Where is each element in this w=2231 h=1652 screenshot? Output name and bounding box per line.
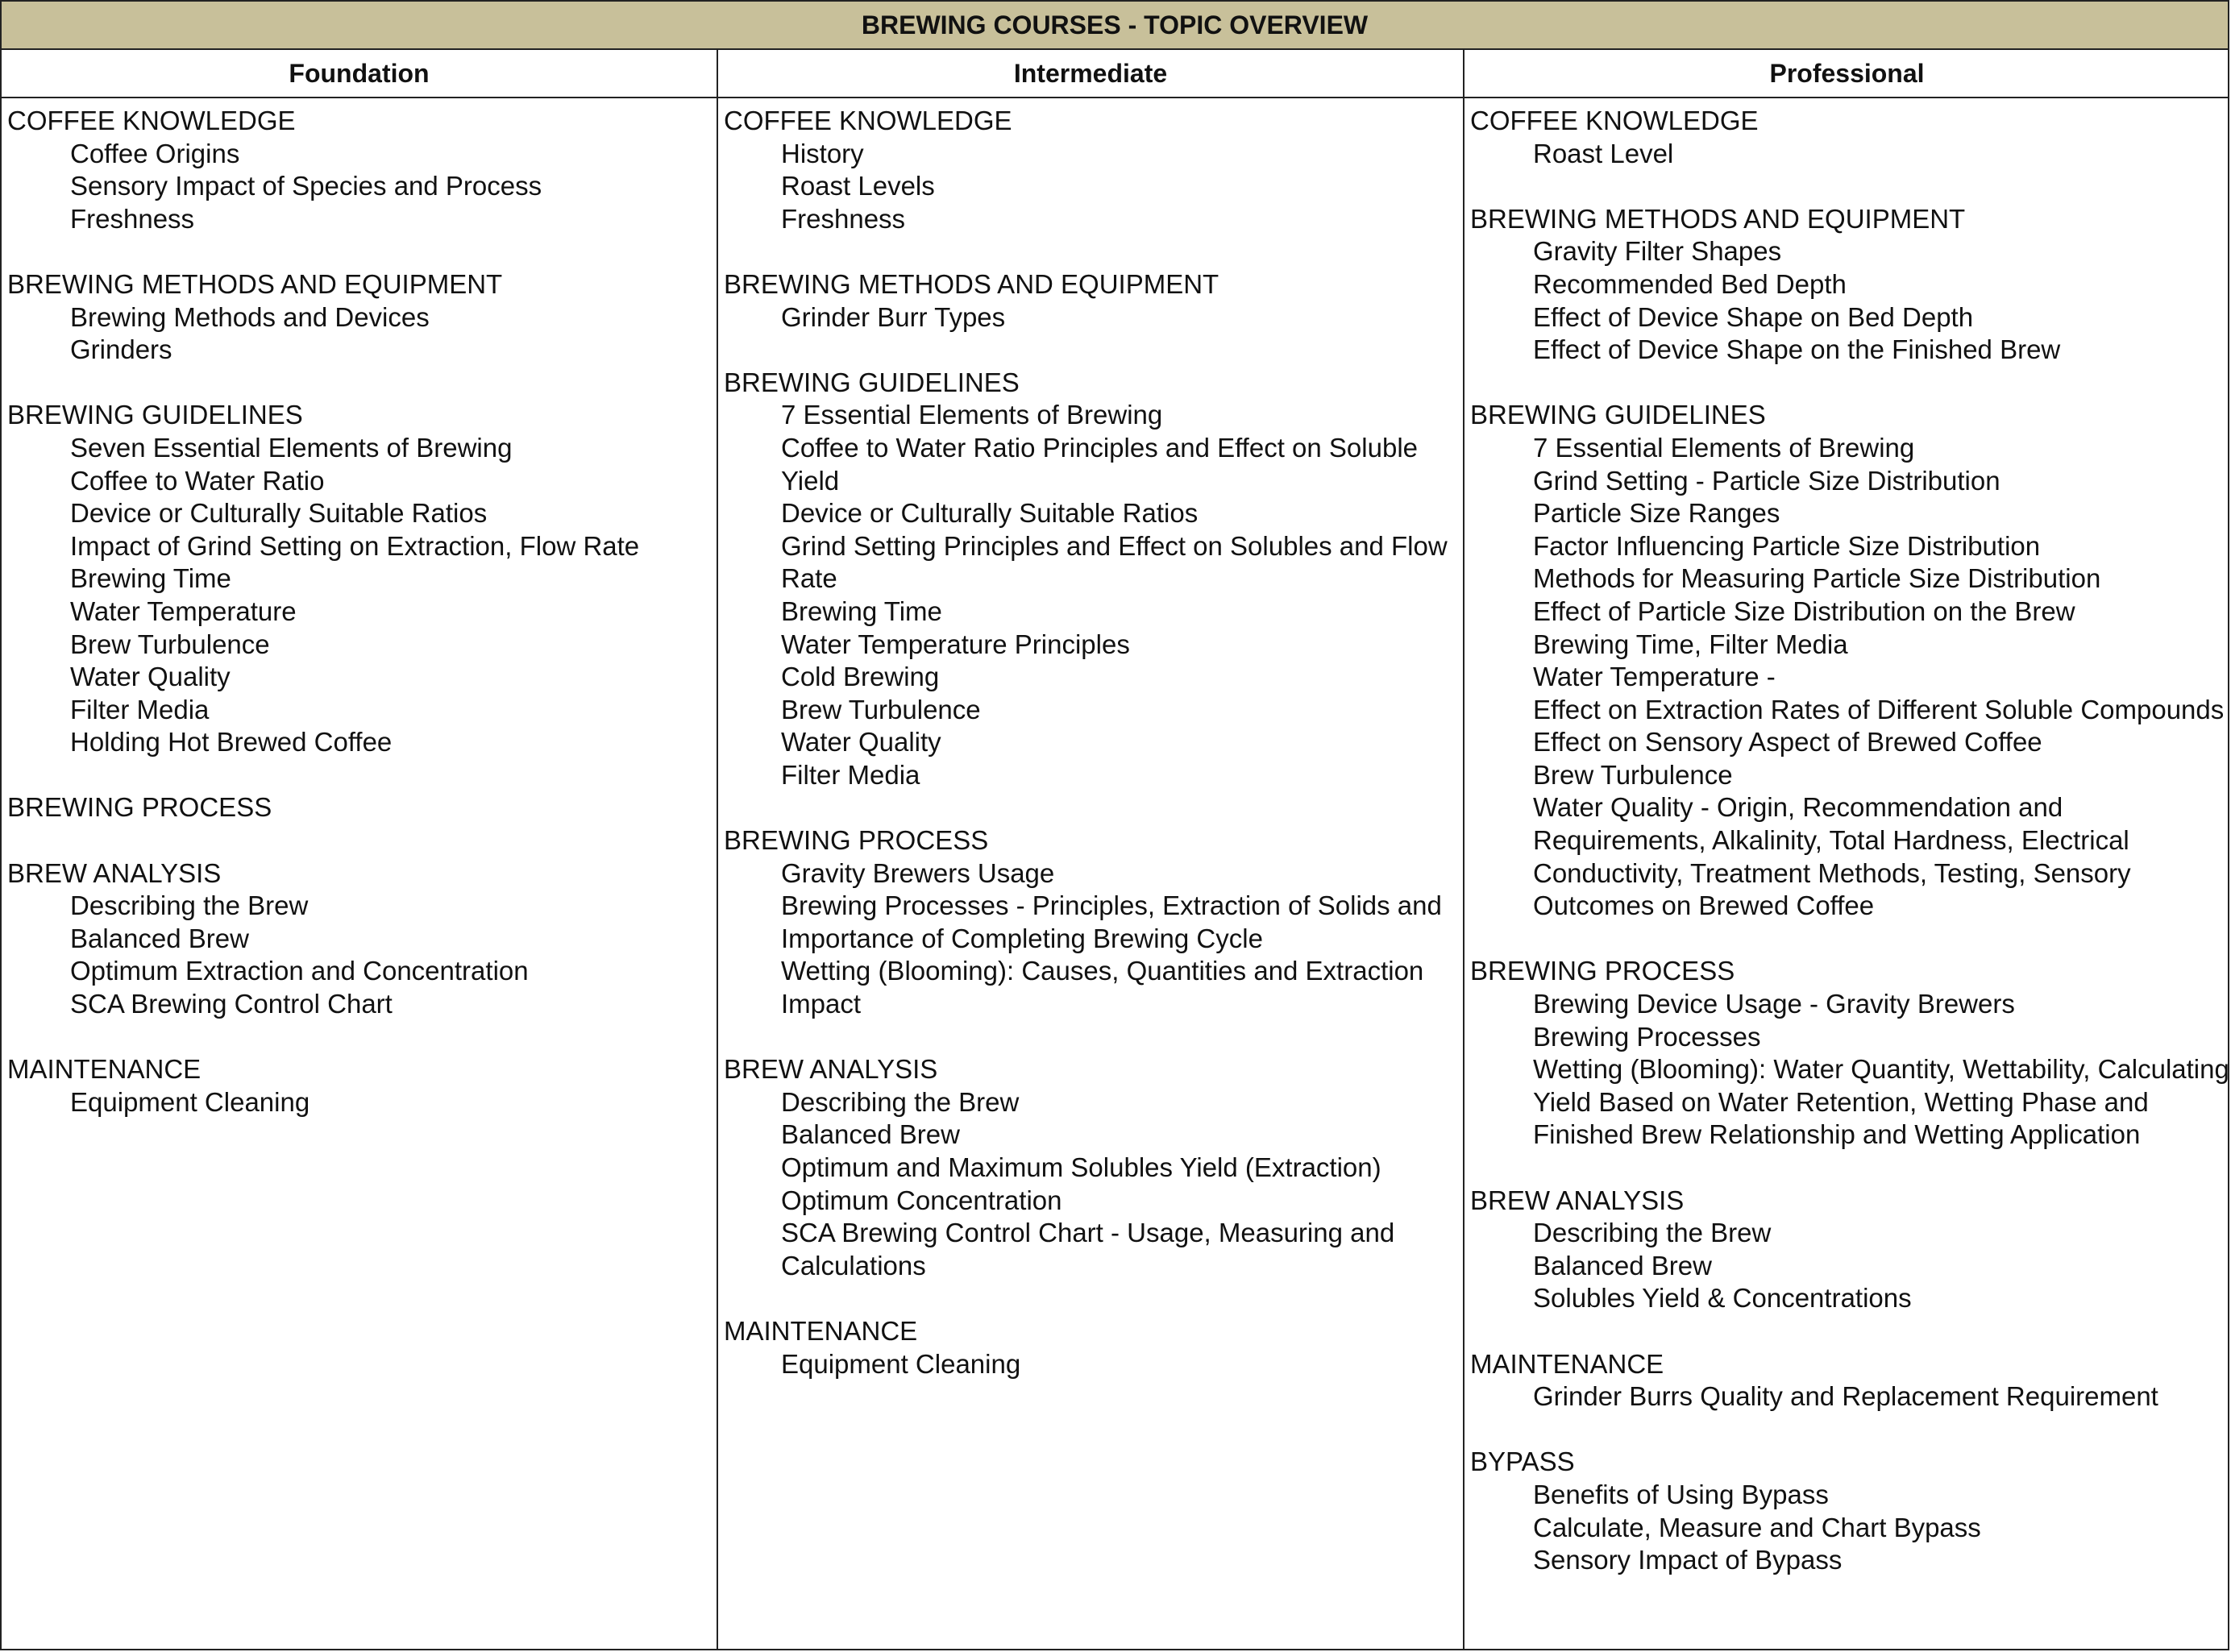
topic-item: Brewing Time bbox=[781, 596, 942, 626]
topic-item: Coffee Origins bbox=[70, 138, 240, 168]
topic-item: Gravity Filter Shapes bbox=[1533, 236, 1782, 267]
topic-section bbox=[724, 1315, 1463, 1380]
topic-section bbox=[724, 268, 1463, 334]
topic-section bbox=[1470, 203, 2229, 367]
topic-section bbox=[7, 791, 717, 824]
topic-item: Impact of Grind Setting on Extraction, Flow Rate bbox=[70, 530, 640, 561]
topic-list bbox=[1470, 138, 2229, 171]
topic-item: Roast Level bbox=[1533, 138, 1674, 168]
topic-item: Grinder Burrs Quality and Replacement Requirement bbox=[1533, 1381, 2158, 1412]
topic-section bbox=[1470, 955, 2229, 1152]
topic-item: Benefits of Using Bypass bbox=[1533, 1479, 1829, 1509]
topic-item: 7 Essential Elements of Brewing bbox=[781, 400, 1163, 430]
topic-item: Describing the Brew bbox=[1533, 1218, 1772, 1248]
section-title: MAINTENANCE bbox=[7, 1054, 201, 1085]
topic-item: Effect on Sensory Aspect of Brewed Coffee bbox=[1533, 727, 2042, 758]
topic-item: Grinder Burr Types bbox=[781, 301, 1006, 332]
section-title: MAINTENANCE bbox=[1470, 1348, 1664, 1379]
topic-item: Water Quality bbox=[70, 662, 231, 692]
topic-list bbox=[724, 857, 1463, 1021]
topic-list bbox=[724, 301, 1463, 334]
topic-section bbox=[1470, 105, 2229, 170]
topic-list bbox=[724, 1348, 1463, 1381]
topic-section bbox=[7, 105, 717, 235]
topic-list bbox=[7, 1086, 717, 1119]
section-title: BYPASS bbox=[1470, 1447, 1575, 1477]
topic-item: Wetting (Blooming): Water Quantity, Wettability, Calculating Yield Based on Water Retention, Wetting Phase and Finished Brew Relationship and Wetting Application bbox=[1533, 1054, 2229, 1150]
topic-item: Filter Media bbox=[781, 759, 920, 790]
topic-item: Brew Turbulence bbox=[781, 694, 981, 724]
section-title: BREWING GUIDELINES bbox=[7, 400, 303, 430]
topic-item: Optimum Concentration bbox=[781, 1185, 1062, 1215]
topic-item: Particle Size Ranges bbox=[1533, 498, 1780, 529]
section-title: BREWING GUIDELINES bbox=[1470, 400, 1766, 430]
topic-section bbox=[7, 399, 717, 759]
topic-section bbox=[724, 367, 1463, 792]
topic-item: Effect of Particle Size Distribution on the Brew bbox=[1533, 596, 2075, 626]
topic-item: Grinders bbox=[70, 334, 172, 365]
topic-section bbox=[724, 824, 1463, 1021]
section-title: COFFEE KNOWLEDGE bbox=[724, 106, 1012, 135]
topic-item: Methods for Measuring Particle Size Distribution bbox=[1533, 563, 2101, 594]
topic-item: Roast Levels bbox=[781, 171, 935, 201]
topic-item: Wetting (Blooming): Causes, Quantities and Extraction Impact bbox=[781, 956, 1424, 1019]
column-heading-professional: Professional bbox=[1464, 50, 2229, 98]
topic-item: Cold Brewing bbox=[781, 662, 940, 692]
section-title: BREWING PROCESS bbox=[1470, 956, 1735, 986]
topic-item: Brewing Processes bbox=[1533, 1021, 1761, 1052]
topic-item: Optimum Extraction and Concentration bbox=[70, 956, 529, 986]
topic-list bbox=[724, 1086, 1463, 1283]
topic-list bbox=[1470, 235, 2229, 366]
column-foundation bbox=[2, 98, 718, 1649]
topic-section bbox=[7, 1053, 717, 1119]
topic-item: Freshness bbox=[70, 203, 195, 234]
topic-item: Water Quality bbox=[781, 727, 941, 758]
topic-section bbox=[1470, 1446, 2229, 1576]
section-title: BREWING METHODS AND EQUIPMENT bbox=[1470, 203, 1966, 234]
topic-item: Brewing Processes - Principles, Extraction of Solids and Importance of Completing Brewing Cycle bbox=[781, 890, 1442, 953]
column-heading-intermediate: Intermediate bbox=[718, 50, 1464, 98]
section-title: BREWING METHODS AND EQUIPMENT bbox=[7, 268, 503, 299]
topic-item: Solubles Yield & Concentrations bbox=[1533, 1283, 1912, 1314]
topic-item: Equipment Cleaning bbox=[781, 1348, 1021, 1379]
topic-section bbox=[7, 268, 717, 367]
topic-item: Describing the Brew bbox=[781, 1086, 1020, 1117]
topic-section bbox=[724, 105, 1463, 235]
topic-section bbox=[7, 857, 717, 1021]
column-intermediate bbox=[718, 98, 1464, 1649]
topic-item: Factor Influencing Particle Size Distribution bbox=[1533, 530, 2041, 561]
topic-item: Sensory Impact of Bypass bbox=[1533, 1545, 1843, 1575]
section-title: BREWING METHODS AND EQUIPMENT bbox=[724, 268, 1219, 299]
topic-list bbox=[1470, 1380, 2229, 1413]
topic-list bbox=[7, 138, 717, 236]
table-title: BREWING COURSES - TOPIC OVERVIEW bbox=[2, 2, 2228, 50]
topic-item: Device or Culturally Suitable Ratios bbox=[781, 498, 1199, 529]
topic-item: Sensory Impact of Species and Process bbox=[70, 171, 542, 201]
topic-section bbox=[1470, 1185, 2229, 1315]
topic-item: Grind Setting Principles and Effect on Solubles and Flow Rate bbox=[781, 530, 1448, 594]
topic-item: Balanced Brew bbox=[70, 923, 249, 953]
topic-item: Effect on Extraction Rates of Different Soluble Compounds bbox=[1533, 694, 2225, 724]
section-title: BREWING PROCESS bbox=[7, 792, 272, 823]
topic-item: Equipment Cleaning bbox=[70, 1086, 310, 1117]
topic-item: Brew Turbulence bbox=[70, 629, 270, 659]
topic-item: Balanced Brew bbox=[1533, 1250, 1712, 1281]
topic-list bbox=[724, 399, 1463, 791]
section-title: COFFEE KNOWLEDGE bbox=[1470, 106, 1759, 135]
topic-item: SCA Brewing Control Chart bbox=[70, 989, 393, 1019]
topic-item: Brewing Time bbox=[70, 563, 231, 594]
topic-item: Seven Essential Elements of Brewing bbox=[70, 432, 513, 463]
topic-list bbox=[1470, 432, 2229, 923]
topic-item: SCA Brewing Control Chart - Usage, Measuring and Calculations bbox=[781, 1218, 1395, 1281]
topic-section bbox=[1470, 1348, 2229, 1413]
topic-item: Brewing Device Usage - Gravity Brewers bbox=[1533, 989, 2015, 1019]
topic-item: Describing the Brew bbox=[70, 890, 309, 921]
topic-item: Brew Turbulence bbox=[1533, 759, 1733, 790]
topic-item: Device or Culturally Suitable Ratios bbox=[70, 498, 488, 529]
topic-item: Grind Setting - Particle Size Distribution bbox=[1533, 465, 2000, 496]
section-title: BREW ANALYSIS bbox=[1470, 1185, 1685, 1215]
topic-list bbox=[7, 432, 717, 759]
section-title: BREWING PROCESS bbox=[724, 825, 989, 856]
topic-item: Water Temperature Principles bbox=[781, 629, 1130, 659]
topic-section bbox=[724, 1053, 1463, 1282]
topic-item: Brewing Methods and Devices bbox=[70, 301, 430, 332]
topic-item: Balanced Brew bbox=[781, 1119, 960, 1150]
topic-item: Effect of Device Shape on the Finished Brew bbox=[1533, 334, 2061, 365]
topic-item: 7 Essential Elements of Brewing bbox=[1533, 432, 1915, 463]
topic-item: Coffee to Water Ratio bbox=[70, 465, 325, 496]
topic-item: Water Temperature - bbox=[1533, 662, 1776, 692]
topic-item: Water Quality - Origin, Recommendation and Requirements, Alkalinity, Total Hardness, Electrical Conductivity, Treatment Methods, Testing, Sensory Outcomes on Brewed Coffee bbox=[1533, 792, 2131, 921]
section-title: MAINTENANCE bbox=[724, 1315, 918, 1346]
topic-item: Brewing Time, Filter Media bbox=[1533, 629, 1848, 659]
section-title: BREWING GUIDELINES bbox=[724, 367, 1020, 397]
section-title: BREW ANALYSIS bbox=[7, 857, 222, 888]
topic-section bbox=[1470, 399, 2229, 923]
column-heading-foundation: Foundation bbox=[2, 50, 718, 98]
topic-item: Water Temperature bbox=[70, 596, 297, 626]
topic-item: Optimum and Maximum Solubles Yield (Extraction) bbox=[781, 1152, 1381, 1182]
topic-list bbox=[7, 890, 717, 1020]
section-title: COFFEE KNOWLEDGE bbox=[7, 106, 296, 135]
topic-item: Calculate, Measure and Chart Bypass bbox=[1533, 1512, 1981, 1542]
topic-item: Gravity Brewers Usage bbox=[781, 857, 1055, 888]
topic-list bbox=[724, 138, 1463, 236]
column-professional bbox=[1464, 98, 2229, 1649]
topic-list bbox=[1470, 1217, 2229, 1315]
topic-list bbox=[1470, 988, 2229, 1152]
topic-item: Recommended Bed Depth bbox=[1533, 268, 1847, 299]
topic-item: Holding Hot Brewed Coffee bbox=[70, 727, 393, 758]
topic-item: Effect of Device Shape on Bed Depth bbox=[1533, 301, 1974, 332]
topic-list bbox=[1470, 1479, 2229, 1577]
section-title: BREW ANALYSIS bbox=[724, 1054, 938, 1085]
topic-list bbox=[7, 301, 717, 367]
topic-item: Coffee to Water Ratio Principles and Effect on Soluble Yield bbox=[781, 432, 1419, 496]
topic-item: Filter Media bbox=[70, 694, 210, 724]
topic-item: Freshness bbox=[781, 203, 906, 234]
topic-item: History bbox=[781, 138, 864, 168]
